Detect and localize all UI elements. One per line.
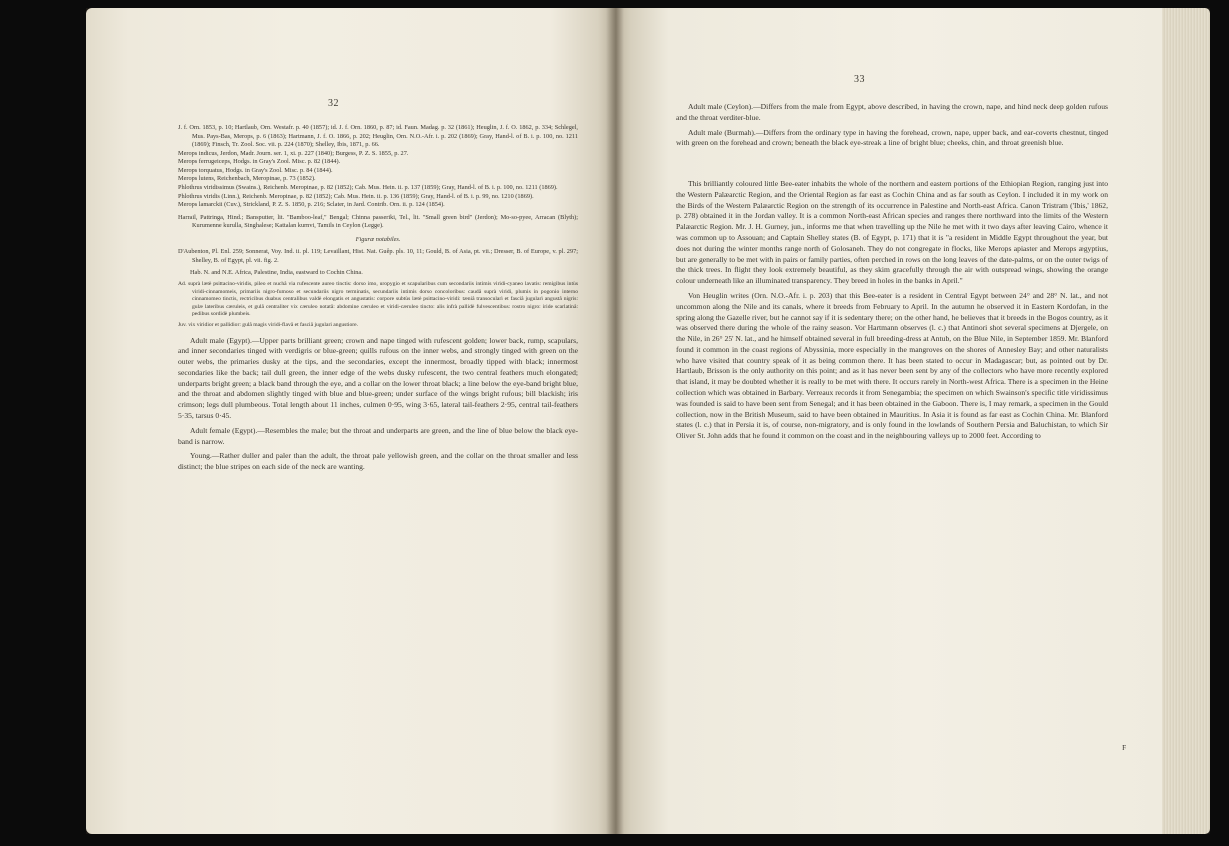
synonymy-entry: Merops indicus, Jerdon, Madr. Journ. ser. 1, xi. p. 227 (1840); Burgess, P. Z. S. 1855, p. 27.	[178, 149, 409, 157]
page-fore-edge	[1162, 8, 1210, 834]
left-page	[86, 8, 614, 834]
synonymy-entry: Merops torquatus, Hodgs. in Gray's Zool. Misc. p. 84 (1844).	[178, 166, 333, 174]
section-gap	[676, 153, 1108, 179]
latin-description-adult: Ad. suprà lætè psittacino-viridis, pileo et nuchâ via rufescente aureo tinctis: dorso imo, uropygio et scapularibus cum secondariis intimis viridi-cyaneo lavatis: remigibus intùs viridi-cinnamomeis, primariis nigro-fumoso et secundariis nigro terminatis, secundariis intimis dorso concoloribus: caudâ suprà viridi, plumis in pogonio interno cinnamomeo tinctis, rectricibus duabus centralibus valdè elongatis et angustatis: corpore subtùs lætè psittacino-viridi: tæniâ transocularì et fasciâ jugularì angustâ nigris: gulæ lateribus cæruleis, et gulâ centraliter vix cæruleo notatâ: abdomine cæruleo et viridi-cæruleo tincto: alis infrà pallidè fulvescentibus: rostro nigro: iride scarlatinâ: pedibus sordidè plumbeis.	[178, 281, 578, 318]
range-paragraph: Von Heuglin writes (Orn. N.O.-Afr. i. p. 203) that this Bee-eater is a resident in Central Egypt between 24° and 28° N. lat., and not uncommon along the Nile and its canals, where it breeds from February to April. In the autumn he observed it in Eastern Kordofan, in the spring along the Gazelle river, but he cannot say if it is sedentary there; on the other hand, he believes that it breeds in the Bogos country, as it was observed there during the whole of the rainy season. Vor Hartmann observes (l. c.) that Antinori shot several specimens at Djergele, on the Nile, in 26° 25' N. lat., and he himself obtained several in full breeding-dress at Antub, on the Blue Nile, in September 1859. Mr. Blanford found it common in the coast regions of Abyssinia, more especially in the mangroves on the shores of Annesley Bay; and other naturalists who have visited that country speak of it as being common there. It has been stated to occur in Madagascar; but, as pointed out by Dr. Hartlaub, Brisson is the only authority on this point; and as it has never been sent by any of the collectors who have more recently explored that island, it may be doubted whether it is really to be met with there. It occurs rarely in North-west Africa. There is a specimen in the Heine collection which was obtained in Barbary. Verreaux records it from Senegambia; the specimen on which Swainson's specific title viridissimus was founded is said to have been sent from Senegal; and it has been obtained in the Gaboon. There is, I may remark, a specimen in the Gould collection, now in the British Museum, said to have been obtained in Mauritius. In Asia it is found as far east as Cochin China. Mr. Blanford states (l. c.) that in Persia it is, of course, non-migratory, and is only found in the lowlands of Southern Persia and Baluchistan, to which Sir Oliver St. John adds that he found it common on the coast and in the neighbouring valleys up to 2000 feet. According to	[676, 290, 1108, 441]
vernacular-names: Harrail, Pattringa, Hind.; Bansputter, lit. "Bamboo-leaf," Bengal; Chinna passeriki, Tel., lit. "Small green bird" (Jerdon); Mo-so-pyee, Arracan (Blyth); Kurumenne kurulla, Singhalese; Kattalan kurnvi, Tamils in Ceylon (Legge).	[178, 213, 578, 230]
synonymy-entry: Merops lamarckii (Cuv.), Strickland, P. Z. S. 1850, p. 216; Sclater, in Jard. Contrib. Orn. ii. p. 124 (1854).	[178, 201, 445, 209]
description-paragraph: Young.—Rather duller and paler than the adult, the throat pale yellowish green, and the collar on the throat smaller and less distinct; the blue stripes on each side of the neck are wanting.	[178, 451, 578, 472]
open-book	[86, 8, 1210, 834]
synonymy-entry: Merops lutens, Reichenbach, Meropinae, p. 73 (1852).	[178, 175, 316, 183]
range-paragraph: This brilliantly coloured little Bee-eater inhabits the whole of the northern and eastern portions of the Ethiopian Region, ranging just into the Western Palæarctic Region, and the Oriental Region as far east as Cochin China and as far south as Ceylon. I included it in my work on the Birds of the Western Palæarctic Region on the strength of its occurrence in Palestine and North-east Africa. Canon Tristram ('Ibis,' 1862, p. 278) obtained it in the Jordan valley. It is a common North-east African species and ranges there northward into the limits of the Western Palæarctic Region. Mr. J. H. Gurney, jun., informs me that when travelling up the Nile he met with it two days after leaving Cairo, whence it was common up to Assouan; and Captain Shelley states (B. of Egypt, p. 171) that it is "a resident in Middle Egypt throughout the year, but does not during the winter months range north of Golosaneh. They do not congregate in flocks, like Merops apiaster and Merops ægyptius, but are generally to be met with in pairs or family parties, often perched in rows on the long leaves of the date-palms, or on the outer twigs of the thick trees. In flight they look extremely beautiful, as they skim gracefully through the air with outspread wings, showing the orange colour underneath like an illuminated transparency. They breed in holes in the banks in April."	[676, 179, 1108, 286]
latin-description-juvenile: Juv. vix viridior et pallidior: gulâ magis viridi-flavâ et fasciâ jugulari angustiore.	[178, 321, 358, 328]
variant-paragraph: Adult male (Ceylon).—Differs from the male from Egypt, above described, in having the crown, nape, and hind neck deep golden rufous and the throat verditer-blue.	[676, 102, 1108, 122]
page-number-right: 33	[854, 74, 865, 85]
description-body	[178, 336, 578, 473]
page-number-left: 32	[328, 98, 339, 109]
description-paragraph: Adult male (Egypt).—Upper parts brilliant green; crown and nape tinged with rufescent golden; lower back, rump, scapulars, and inner secondaries tinged with verdigris or blue-green; quills rufous on the inner webs, and strongly tinged with green on the outer webs, the primaries dusky at the tips, and the secondaries, except the innermost, broadly tipped with black; innermost secondaries like the back; tail dull green, the inner edge of the webs dusky rufescent, the two central feathers much elongated; underparts bright green; a black band through the eye, and a collar on the lower throat black; a line below the eye-band bright blue, and the throat and abdomen slightly tinged with blue and blue-green; under surface of the wings bright rufous; bill blackish; iris crimson; legs dull plumbeous. Total length about 11 inches, culmen 0·95, wing 3·65, lateral tail-feathers 2·95, central tail-feathers 5·35, tarsus 0·45.	[178, 335, 578, 421]
figures-heading: Figuræ notabiles.	[355, 235, 401, 243]
figures-text: D'Aubenton, Pl. Enl. 259; Sonnerat, Voy. Ind. ii. pl. 119; Levaillant, Hist. Nat. Guêp. pls. 10, 11; Gould, B. of Asia, pt. vii.; Dresser, B. of Europe, v. pl. 297; Shelley, B. of Egypt, pl. vii. fig. 2.	[178, 248, 578, 264]
right-page-text	[676, 102, 1108, 446]
signature-mark: F	[1122, 744, 1126, 752]
right-page	[614, 8, 1162, 834]
synonymy-entry: Merops ferrugeiceps, Hodgs. in Gray's Zool. Misc. p. 82 (1844).	[178, 158, 341, 166]
variant-paragraph: Adult male (Burmah).—Differs from the ordinary type in having the forehead, crown, nape, upper back, and ear-coverts chestnut, tinged with green on the forehead and crown; beneath the black eye-streak a line of bright blue; cheeks, chin, and throat greenish blue.	[676, 127, 1108, 148]
synonymy-entry: J. f. Orn. 1853, p. 10; Hartlaub, Orn. Westafr. p. 40 (1857); id. J. f. Orn. 1860, p. 87; id. Faun. Madag. p. 32 (1861); Heuglin, J. f. O. 1862, p. 334; Schlegel, Mus. Pays-Bas, Merops, p. 6 (1863); Hartmann, J. f. O. 1866, p. 202; Heuglin, Orn. N.O.-Afr. i. p. 202 (1869); Gray, Hand-l. of B. i. p. 100, no. 1211 (1869); Finsch, Tr. Zool. Soc. vii. p. 224 (1870); Shelley, Ibis, 1871, p. 66.	[178, 124, 578, 149]
habitat-line: Hab. N. and N.E. Africa, Palestine, India, eastward to Cochin China.	[190, 269, 363, 277]
synonymy-list	[178, 124, 578, 231]
book-gutter	[606, 8, 624, 834]
description-paragraph: Adult female (Egypt).—Resembles the male; but the throat and underparts are green, and the line of blue below the black eye-band is narrow.	[178, 425, 578, 446]
left-page-text	[178, 124, 578, 477]
synonymy-entry: Phlothrus viridis (Linn.), Reichenb. Meropinae, p. 82 (1852); Cab. Mus. Hein. ii. p. 136 (1859); Gray, Hand-l. of B. i. p. 99, no. 1210 (1869).	[178, 192, 534, 200]
synonymy-entry: Phlothrus viridissimus (Swains.), Reichenb. Meropinae, p. 82 (1852); Cab. Mus. Hein. ii. p. 137 (1859); Gray, Hand-l. of B. i. p. 100, no. 1211 (1869).	[178, 183, 558, 191]
